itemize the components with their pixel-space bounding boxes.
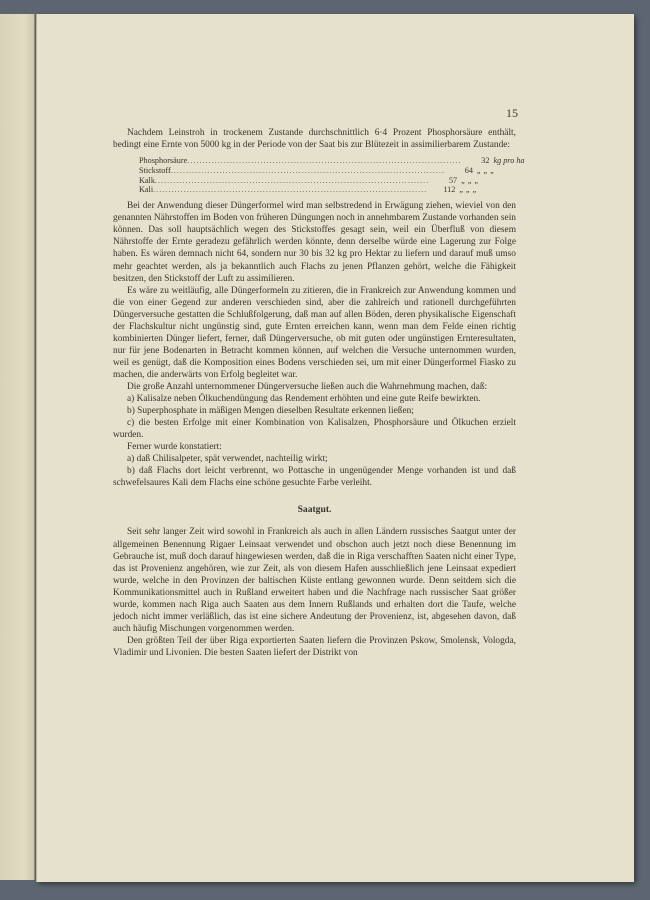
section-paragraph: Den größten Teil der über Riga exportierten Saaten liefern die Provinzen Pskow, Smolensk, Vologda, Vladimir und Livonien. Die besten Saaten liefert der Distrikt von xyxy=(113,635,516,658)
nutrient-unit: „ „ „ xyxy=(459,185,478,195)
body-paragraph: Die große Anzahl unternommener Düngerversuche ließen auch die Wahrnehmung machen, daß: xyxy=(127,381,488,392)
nutrient-value: 32 xyxy=(481,156,490,166)
nutrient-row xyxy=(139,175,479,186)
list-item: b) daß Flachs dort leicht verbrennt, wo Pottasche in ungenügender Menge vorhanden ist und daß schwefelsaures Kali dem Flachs eine schöne gesuchte Farbe verleiht. xyxy=(113,466,516,489)
list-item: a) daß Chilisalpeter, spät verwendet, nachteilig wirkt; xyxy=(127,454,328,465)
leader-dots: .......................................................................................... xyxy=(154,175,430,185)
nutrient-table xyxy=(139,156,525,195)
nutrient-value: 57 xyxy=(448,175,458,185)
nutrient-value: 112 xyxy=(443,185,456,195)
body-paragraph: Bei der Anwendung dieser Düngerformel wird man selbstredend in Erwägung ziehen, wieviel von den genannten Nährstoffen im Boden von früheren Düngungen noch in annehmbarem Zustande vorhanden sein können. Das soll hauptsächlich wegen des Stickstoffes gesagt sein, weil ein Überfluß von diesem Nährstoffe der Ernte geradezu gefährlich werden könnte, denn derselbe würde eine Lagerung zur Folge haben. Es wären demnach nicht 64, sondern nur 30 bis 32 kg pro Hektar zu liefern und darauf muß umso mehr geachtet werden, als ja bekanntlich auch Flachs zu jenen Pflanzen gehört, welche die Fähigkeit besitzen, den Stickstoff der Luft zu assimilieren. xyxy=(113,201,516,284)
body-paragraph: Ferner wurde konstatiert: xyxy=(127,442,222,453)
list-item: c) die besten Erfolge mit einer Kombination von Kalisalzen, Phosphorsäure und Ölkuchen erzielt wurden. xyxy=(113,418,516,441)
body-paragraph: Es wäre zu weitläufig, alle Düngerformeln zu zitieren, die in Frankreich zur Anwendung kommen und die von einer Gegend zur anderen verschieden sind, aber die zahlreich und rationell durchgeführten Düngerversuche gestatten die Schlußfolgerung, daß man auf allen Böden, deren physikalische Eigenschaft der Flachskultur nicht ungünstig sind, gute Ernten erreichen kann, wenn man dem Felde einen richtig kombinierten Dünger liefert, ferner, daß Düngerversuche, ob mit guten oder ungünstigen Ernteresultaten, nur für jene Bodenarten in Betracht kommen können, auf welchen die Versuche unternommen wurden, weil es genügt, daß die Komposition eines Bodens verschieden sei, um mit einer Düngerformel Fiasko zu machen, die anderwärts von Erfolg begleitet war. xyxy=(113,285,516,380)
section-paragraph: Seit sehr langer Zeit wird sowohl in Frankreich als auch in allen Ländern russisches Saatgut unter der allgemeinen Benennung Rigaer Leinsaat verwendet und obschon auch jetzt noch diese Benennung im Gebrauche ist, muß doch darauf hingewiesen werden, daß die in Riga verschafften Saaten nicht einer Type, das ist Provenienz angehören, wie zur Zeit, als von diesem Hafen ausschließlich jene Leinsaat expediert wurde, welche in den Provinzen der baltischen Küste entlang gewonnen wurde. Denn seitdem sich die Kommunikationsmittel auch in Rußland erweitert haben und die Nachfrage nach russischer Saat größer wurde, kommen nach Riga auch Saaten aus dem Innern Rußlands und erhalten dort die Taufe, welche jedoch nicht immer verläßlich, das ist eine sichere Andeutung der Provenienz, ist, abgesehen davon, daß auch häufig Mischungen vorgenommen werden. xyxy=(113,527,516,634)
nutrient-name: Kali xyxy=(139,185,154,195)
page-body xyxy=(113,127,525,659)
nutrient-unit: „ „ „ xyxy=(476,165,495,175)
facing-page-edge xyxy=(0,14,35,880)
nutrient-row xyxy=(139,156,525,166)
nutrient-name: Kalk xyxy=(139,175,155,185)
leader-dots: .......................................................................................... xyxy=(153,185,428,195)
nutrient-unit: „ „ „ xyxy=(461,175,479,185)
list-item: a) Kalisalze neben Ölkuchendüngung das Rendement erhöhten und eine gute Reife bewirkten. xyxy=(127,394,481,405)
section-heading: Saatgut. xyxy=(297,504,332,516)
nutrient-name: Phosphorsäure xyxy=(139,156,188,166)
intro-paragraph: Nachdem Leinstroh in trockenem Zustande durchschnittlich 6·4 Prozent Phosphorsäure enthält, bedingt eine Ernte von 5000 kg in der Periode von der Saat bis zur Blütezeit in assimilierbarem Zustande: xyxy=(113,128,516,151)
nutrient-name: Stickstoff xyxy=(139,165,171,175)
nutrient-unit: kg pro ha xyxy=(493,156,525,166)
list-item: b) Superphosphate in mäßigen Mengen dieselben Resultate erkennen ließen; xyxy=(127,406,414,417)
nutrient-row xyxy=(139,185,478,195)
leader-dots: .......................................................................................... xyxy=(170,165,445,175)
leader-dots: .......................................................................................... xyxy=(187,156,462,166)
page-number: 15 xyxy=(506,106,518,120)
nutrient-value: 64 xyxy=(464,165,473,175)
nutrient-row xyxy=(139,165,495,176)
